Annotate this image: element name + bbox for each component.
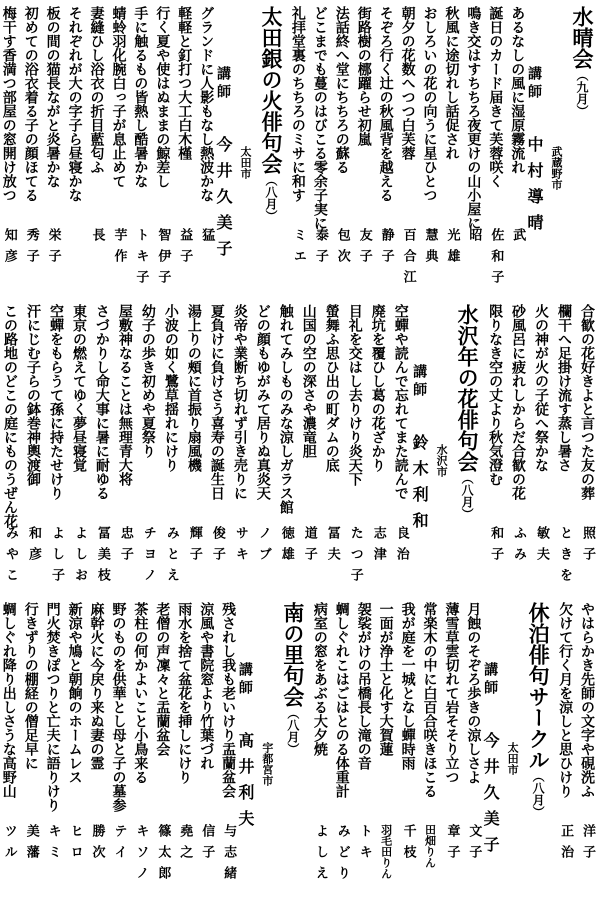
haiku-author: 昭 bbox=[466, 228, 482, 249]
group-month: （八月） bbox=[531, 770, 546, 818]
haiku-entry bbox=[44, 6, 66, 298]
haiku-author: 勝次 bbox=[89, 824, 105, 866]
haiku-entry bbox=[22, 6, 44, 298]
haiku-author: よしえ bbox=[312, 824, 328, 887]
haiku-band bbox=[0, 304, 600, 596]
haiku-entry bbox=[88, 602, 110, 897]
haiku-text: 涼風や書院窓より竹葉づれ bbox=[198, 602, 215, 770]
haiku-author: 敏夫 bbox=[534, 526, 550, 568]
haiku-text: 東京の燃えてゆく夢昼寝覚 bbox=[70, 304, 87, 472]
haiku-text: 朝夕の花数へつつ白芙蓉 bbox=[399, 6, 416, 160]
haiku-text: 湯上りの頰に首振り扇風機 bbox=[185, 304, 202, 472]
haiku-entry bbox=[44, 602, 66, 897]
haiku-text: それぞれが大の字子ら昼寝かな bbox=[66, 6, 83, 202]
haiku-text: やはらかき先師の文字や硯洗ふ bbox=[579, 602, 595, 798]
haiku-entry bbox=[0, 602, 22, 897]
haiku-author: みどり bbox=[334, 824, 350, 887]
haiku-author: キソノ bbox=[133, 824, 149, 887]
haiku-text: 妻縫ひし浴衣の折目藍匂ふ bbox=[88, 6, 105, 174]
group-title-text: 休泊俳句サークル bbox=[526, 602, 552, 770]
teacher-label: 講師 bbox=[482, 662, 499, 698]
haiku-author: 徳雄 bbox=[278, 526, 294, 568]
haiku-entry bbox=[421, 602, 443, 897]
haiku-text: 麻幹火に今戻り来ぬ妻の霊 bbox=[88, 602, 105, 770]
haiku-author: 田畑りん bbox=[423, 824, 437, 868]
haiku-entry bbox=[276, 304, 299, 596]
haiku-text: 空蟬をもらうて孫に持たせけり bbox=[47, 304, 64, 500]
haiku-text: 門火焚きぽつりと亡夫に語りけり bbox=[44, 602, 61, 812]
haiku-entry bbox=[311, 602, 333, 897]
haiku-entry bbox=[368, 304, 391, 596]
haiku-text: 法話終へ堂にちちろの蘇る bbox=[333, 6, 350, 174]
group-month: （八月） bbox=[460, 472, 475, 520]
teacher-line bbox=[213, 6, 253, 298]
haiku-author: 知彦 bbox=[1, 228, 17, 270]
haiku-author: 冨夫 bbox=[324, 526, 340, 568]
haiku-author: 秀子 bbox=[23, 228, 39, 270]
haiku-entry bbox=[554, 304, 577, 596]
haiku-entry bbox=[556, 602, 578, 897]
haiku-text: 手に触るもの皆熱し酷暑かな bbox=[132, 6, 149, 188]
haiku-text: 欄干へ足掛け流す蒸し暑さ bbox=[556, 304, 573, 472]
haiku-author: 智伊子 bbox=[155, 228, 171, 291]
teacher-name: 今井久美子 bbox=[481, 732, 501, 862]
haiku-entry bbox=[0, 304, 23, 596]
haiku-author: 章子 bbox=[444, 824, 460, 866]
haiku-entry bbox=[23, 304, 46, 596]
haiku-author: 栄子 bbox=[45, 228, 61, 270]
teacher-label: 講師 bbox=[236, 662, 253, 698]
haiku-text: 薄雪草雲切れて岩そそり立つ bbox=[443, 602, 460, 784]
haiku-author: 猛 bbox=[199, 228, 215, 249]
teacher-place: 太田市 bbox=[238, 146, 252, 179]
haiku-entry bbox=[197, 6, 219, 298]
haiku-entry bbox=[391, 304, 414, 596]
haiku-text: 触れてみしものみな涼しガラス館 bbox=[277, 304, 294, 514]
haiku-author: 友子 bbox=[356, 228, 372, 270]
haiku-author: よし子 bbox=[48, 526, 64, 589]
haiku-entry bbox=[175, 602, 197, 897]
haiku-entry bbox=[46, 304, 69, 596]
haiku-text: 礼拝堂裏のちちろのミサに和す bbox=[289, 6, 306, 202]
haiku-text: 小波の如く鷺草揺れにけり bbox=[162, 304, 179, 472]
haiku-entry bbox=[508, 6, 530, 298]
haiku-entry bbox=[22, 602, 44, 897]
haiku-text: おしろいの花の向うに星ひとつ bbox=[421, 6, 438, 202]
group-month: （八月） bbox=[263, 174, 278, 222]
haiku-author: ツル bbox=[1, 824, 17, 866]
teacher-place: 宇都宮市 bbox=[260, 742, 274, 786]
haiku-author: みとえ bbox=[163, 526, 179, 589]
teacher-line bbox=[410, 304, 449, 596]
group-title-text: 太田銀の火俳句会 bbox=[258, 6, 284, 174]
haiku-entry bbox=[88, 6, 110, 298]
group-title bbox=[253, 6, 289, 298]
haiku-text: 秋風に途切れし話促され bbox=[443, 6, 460, 160]
haiku-text: 梅干す香満つ部屋の窓開け放つ bbox=[0, 6, 17, 202]
group-month: （九月） bbox=[575, 69, 589, 117]
haiku-author: ミエ bbox=[290, 228, 306, 270]
haiku-text: 我が庭を一城となし蟬時雨 bbox=[399, 602, 416, 770]
haiku-text: 屋敷神なることは無理青大将 bbox=[116, 304, 133, 486]
haiku-text: 月蝕のそぞろ歩きの涼しさよ bbox=[465, 602, 482, 784]
teacher-label: 講師 bbox=[526, 66, 542, 102]
teacher-name: 鈴木利和 bbox=[410, 434, 430, 538]
haiku-text: どこまでも蔓のはびこる零余子実に bbox=[311, 6, 328, 230]
haiku-author: ときを bbox=[557, 526, 573, 589]
haiku-entry bbox=[464, 602, 486, 897]
haiku-text: 炎帝や業断ち切れず引き売りに bbox=[231, 304, 248, 500]
haiku-author: よしお bbox=[71, 526, 87, 589]
haiku-entry bbox=[355, 6, 377, 298]
haiku-text: 茶柱の何かよいこと小鳥来る bbox=[132, 602, 149, 784]
haiku-text: 老僧の声凜々と盂蘭盆会 bbox=[154, 602, 171, 756]
haiku-author: チヨノ bbox=[140, 526, 156, 589]
haiku-text: 板の間の猫長ながと炎暑かな bbox=[44, 6, 61, 188]
teacher-place: 水沢市 bbox=[435, 444, 449, 477]
haiku-author: ノブ bbox=[255, 526, 271, 568]
group-title-text: 南の里句会 bbox=[280, 602, 306, 707]
haiku-author: 輝子 bbox=[186, 526, 202, 568]
haiku-text: この路地のどこの庭にものうぜん花 bbox=[1, 304, 18, 528]
haiku-text: 鳴き交はすちちろ夜更けの山小屋に bbox=[465, 6, 482, 230]
haiku-entry bbox=[219, 602, 241, 897]
haiku-author: 光雄 bbox=[444, 228, 460, 270]
haiku-author: 照子 bbox=[580, 526, 595, 568]
haiku-entry bbox=[578, 602, 600, 897]
haiku-text: 砂風呂に疲れしからだ合歓の花 bbox=[510, 304, 527, 500]
haiku-entry bbox=[443, 602, 465, 897]
haiku-text: 残されし我も老いけり盂蘭盆会 bbox=[220, 602, 237, 798]
haiku-author: たつ子 bbox=[347, 526, 363, 589]
haiku-entry bbox=[355, 602, 377, 897]
haiku-author: 長 bbox=[89, 228, 105, 249]
haiku-text: 袈裟がけの吊橋長し滝の音 bbox=[355, 602, 372, 770]
haiku-entry bbox=[399, 6, 421, 298]
haiku-author: 文子 bbox=[466, 824, 482, 866]
haiku-band bbox=[0, 602, 600, 897]
haiku-author: 千枝 bbox=[400, 824, 416, 866]
haiku-author: 美藩 bbox=[23, 824, 39, 866]
haiku-text: 野のものを供華とし母と子の墓参 bbox=[110, 602, 127, 812]
haiku-text: 欠けて行く月を涼しと思ひけり bbox=[557, 602, 574, 798]
haiku-text: 空蟬や読んで忘れてまた読んで bbox=[392, 304, 409, 500]
haiku-author: 和子 bbox=[488, 526, 504, 568]
haiku-author: 俊子 bbox=[209, 526, 225, 568]
group-title bbox=[449, 304, 485, 596]
haiku-author: 忠子 bbox=[117, 526, 133, 568]
haiku-text: 蜩しぐれこはごはとのる体重計 bbox=[333, 602, 350, 798]
haiku-text: グランドに人影もなし熱波かな bbox=[198, 6, 215, 202]
haiku-entry bbox=[464, 6, 486, 298]
haiku-entry bbox=[333, 6, 355, 298]
haiku-entry bbox=[421, 6, 443, 298]
teacher-name: 髙井利夫 bbox=[235, 732, 255, 836]
haiku-entry bbox=[175, 6, 197, 298]
haiku-entry bbox=[399, 602, 421, 897]
haiku-entry bbox=[531, 304, 554, 596]
haiku-text: 雨水を捨て盆花を挿しにけり bbox=[176, 602, 193, 784]
teacher-place: 太田市 bbox=[506, 742, 520, 775]
teacher-label: 講師 bbox=[411, 364, 428, 400]
haiku-text: どの顔もゆがみて居りぬ真炎天 bbox=[254, 304, 271, 500]
haiku-entry bbox=[253, 304, 276, 596]
haiku-entry bbox=[161, 304, 184, 596]
haiku-author: キミ bbox=[45, 824, 61, 866]
haiku-entry bbox=[153, 602, 175, 897]
haiku-entry bbox=[311, 6, 333, 298]
haiku-author: 良治 bbox=[393, 526, 409, 568]
haiku-text: 合歓の花好きよと言つた友の葬 bbox=[579, 304, 595, 500]
haiku-text: 行く夏や使はぬままの鯨差し bbox=[154, 6, 171, 188]
haiku-author: ふみ bbox=[511, 526, 527, 568]
haiku-entry bbox=[138, 304, 161, 596]
haiku-entry bbox=[485, 304, 508, 596]
haiku-entry bbox=[0, 6, 22, 298]
haiku-author: 百合江 bbox=[400, 228, 416, 291]
teacher-line bbox=[481, 602, 520, 897]
teacher-name: 中村導晴 bbox=[525, 136, 544, 240]
haiku-text: 螢舞ふ思ひ出の町ダムの底 bbox=[323, 304, 340, 472]
haiku-author: 静子 bbox=[378, 228, 394, 270]
haiku-entry bbox=[508, 304, 531, 596]
group-title bbox=[520, 602, 556, 897]
haiku-entry bbox=[66, 6, 88, 298]
haiku-entry bbox=[207, 304, 230, 596]
haiku-text: 一面が浄土と化す大賀蓮 bbox=[377, 602, 394, 756]
teacher-place: 武蔵野市 bbox=[550, 146, 563, 190]
haiku-entry bbox=[230, 304, 253, 596]
haiku-entry bbox=[131, 6, 153, 298]
haiku-entry bbox=[377, 6, 399, 298]
haiku-author: 和彦 bbox=[25, 526, 41, 568]
teacher-line bbox=[525, 6, 564, 298]
haiku-text: 軽軽と釘打つ大工白木槿 bbox=[176, 6, 193, 160]
group-title bbox=[564, 6, 600, 298]
haiku-text: 初めての浴衣着る子の顔ほてる bbox=[22, 6, 39, 202]
haiku-author: テイ bbox=[111, 824, 127, 866]
haiku-author: 堯之 bbox=[177, 824, 193, 866]
haiku-author: 羽毛田りん bbox=[379, 824, 393, 879]
haiku-entry bbox=[333, 602, 355, 897]
teacher-name: 今井久美子 bbox=[213, 136, 233, 266]
haiku-text: 限りなき空の丈より秋気澄む bbox=[487, 304, 504, 486]
haiku-author: 泰子 bbox=[312, 228, 328, 270]
haiku-text: 夏負けに負けさう喜寿の誕生日 bbox=[208, 304, 225, 500]
teacher-line bbox=[235, 602, 275, 897]
haiku-entry bbox=[184, 304, 207, 596]
haiku-entry bbox=[197, 602, 219, 897]
haiku-entry bbox=[345, 304, 368, 596]
haiku-author: 正治 bbox=[558, 824, 574, 866]
haiku-author: 包次 bbox=[334, 228, 350, 270]
haiku-entry bbox=[69, 304, 92, 596]
haiku-author: 篠太郎 bbox=[155, 824, 171, 887]
haiku-author: 慧典 bbox=[422, 228, 438, 270]
group-title bbox=[275, 602, 311, 897]
haiku-entry bbox=[92, 304, 115, 596]
haiku-author: 道子 bbox=[301, 526, 317, 568]
haiku-entry bbox=[66, 602, 88, 897]
haiku-entry bbox=[110, 602, 132, 897]
haiku-entry bbox=[322, 304, 345, 596]
haiku-text: 目礼を交はし去りけり炎天下 bbox=[346, 304, 363, 486]
haiku-author: 冨美枝 bbox=[94, 526, 110, 589]
haiku-author: みやこ bbox=[2, 526, 18, 589]
haiku-author: ヒロ bbox=[67, 824, 83, 866]
group-title-text: 水沢年の花俳句会 bbox=[455, 304, 481, 472]
group-title-text: 水晴会 bbox=[570, 6, 595, 69]
haiku-text: 街路樹の梛躍らせ初嵐 bbox=[355, 6, 372, 146]
haiku-band bbox=[0, 6, 600, 298]
haiku-author: トキ bbox=[356, 824, 372, 866]
haiku-text: 常楽木の中に白百合咲きほこる bbox=[421, 602, 438, 798]
haiku-entry bbox=[377, 602, 399, 897]
haiku-text: 汗にじむ子らの鉢巻神輿渡御 bbox=[24, 304, 41, 486]
haiku-text: 火の神が火の子従へ祭かな bbox=[533, 304, 550, 472]
haiku-text: さづかりし命大事に暑に耐ゆる bbox=[93, 304, 110, 500]
haiku-text: 新涼や鳩と朝餉のホームレス bbox=[66, 602, 83, 784]
haiku-author: 佐和子 bbox=[488, 228, 504, 291]
haiku-author: 洋子 bbox=[580, 824, 595, 866]
haiku-author: サキ bbox=[232, 526, 248, 568]
haiku-entry bbox=[131, 602, 153, 897]
haiku-text: 誕日のカード届きて芙蓉咲く bbox=[487, 6, 504, 188]
haiku-author: 与志緒 bbox=[221, 824, 237, 887]
haiku-author: 芋作 bbox=[111, 228, 127, 270]
haiku-text: 行きずりの棚経の僧足早に bbox=[22, 602, 39, 770]
haiku-entry bbox=[289, 6, 311, 298]
group-month: （八月） bbox=[285, 707, 300, 755]
haiku-author: 志津 bbox=[370, 526, 386, 568]
haiku-author: 信子 bbox=[199, 824, 215, 866]
haiku-text: そぞろ行く辻の秋風背を越える bbox=[377, 6, 394, 202]
haiku-entry bbox=[153, 6, 175, 298]
haiku-text: 蜩しぐれ降り出しさうな高野山 bbox=[0, 602, 17, 798]
haiku-text: 廃坑を覆ひし葛の花ざかり bbox=[369, 304, 386, 472]
teacher-label: 講師 bbox=[214, 66, 231, 102]
haiku-text: 蜻蛉羽化腕白っ子が息止めて bbox=[110, 6, 127, 188]
haiku-entry bbox=[115, 304, 138, 596]
haiku-text: 幼子の歩き初めや夏祭り bbox=[139, 304, 156, 458]
haiku-author: 武 bbox=[510, 228, 526, 249]
haiku-author: 益子 bbox=[177, 228, 193, 270]
haiku-entry bbox=[486, 6, 508, 298]
haiku-entry bbox=[577, 304, 600, 596]
haiku-text: 病室の窓をあぶる大夕焼 bbox=[311, 602, 328, 756]
haiku-author: トキ子 bbox=[133, 228, 149, 291]
haiku-text: 山国の空の深さや濃竜胆 bbox=[300, 304, 317, 458]
haiku-entry bbox=[299, 304, 322, 596]
haiku-entry bbox=[110, 6, 132, 298]
haiku-entry bbox=[443, 6, 465, 298]
haiku-text: あるなしの風に湿原霧流れ bbox=[509, 6, 526, 174]
